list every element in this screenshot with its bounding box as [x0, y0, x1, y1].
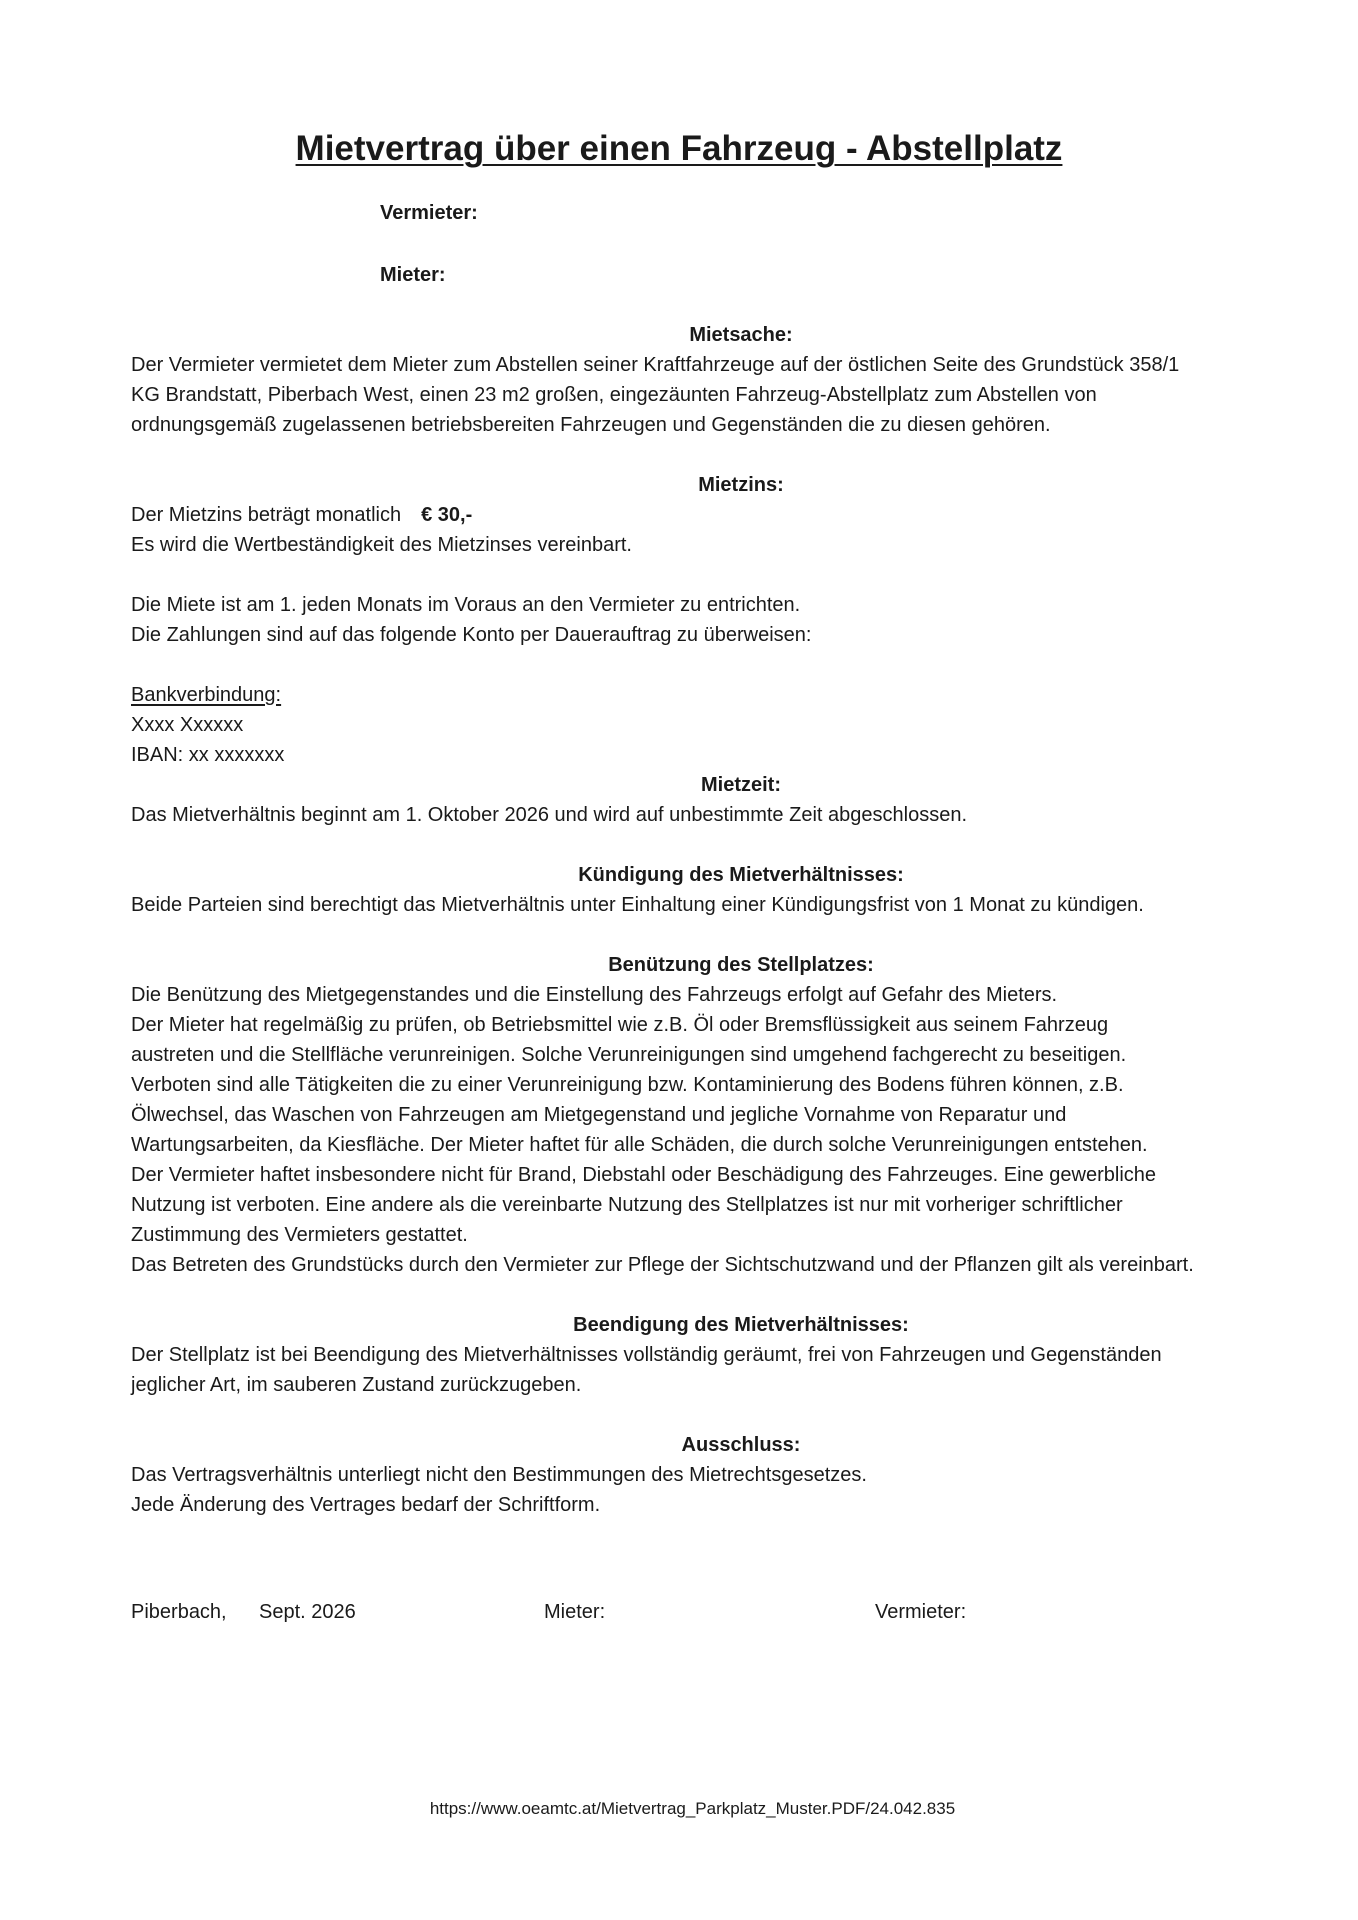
- signature-tenant-label: Mieter:: [544, 1601, 606, 1623]
- benuetzung-line-3: austreten und die Stellfläche verunreinigen. Solche Verunreinigungen sind umgehend fachgerecht zu beseitigen.: [131, 1044, 1127, 1066]
- signature-date: Sept. 2026: [259, 1601, 356, 1623]
- mietzins-line-a1: Es wird die Wertbeständigkeit des Mietzinses vereinbart.: [131, 534, 632, 556]
- benuetzung-line-8: Nutzung ist verboten. Eine andere als die vereinbarte Nutzung des Stellplatzes ist nur mit vorheriger schriftlicher: [131, 1194, 1123, 1216]
- beendigung-line-1: Der Stellplatz ist bei Beendigung des Mietverhältnisses vollständig geräumt, frei von Fahrzeugen und Gegenständen: [131, 1344, 1162, 1366]
- mietsache-line-3: ordnungsgemäß zugelassenen betriebsbereiten Fahrzeugen und Gegenständen die zu diesen gehören.: [131, 414, 1051, 436]
- iban: IBAN: xx xxxxxxx: [131, 744, 285, 766]
- section-benuetzung: [131, 950, 1251, 1280]
- section-mietsache: [131, 320, 1251, 440]
- benuetzung-line-10: Das Betreten des Grundstücks durch den Vermieter zur Pflege der Sichtschutzwand und der Pflanzen gilt als vereinbart.: [131, 1254, 1194, 1276]
- mietsache-line-1: Der Vermieter vermietet dem Mieter zum Abstellen seiner Kraftfahrzeuge auf der östlichen Seite des Grundstück 358/1: [131, 354, 1180, 376]
- beendigung-line-2: jeglicher Art, im sauberen Zustand zurückzugeben.: [131, 1374, 582, 1396]
- section-heading-mietsache: Mietsache:: [689, 324, 793, 346]
- signature-row: [131, 1597, 1251, 1627]
- benuetzung-line-4: Verboten sind alle Tätigkeiten die zu einer Verunreinigung bzw. Kontaminierung des Bodens führen können, z.B.: [131, 1074, 1124, 1096]
- rent-text: Der Mietzins beträgt monatlich: [131, 504, 402, 526]
- section-heading-beendigung: Beendigung des Mietverhältnisses:: [573, 1314, 909, 1336]
- ausschluss-line-1: Das Vertragsverhältnis unterliegt nicht den Bestimmungen des Mietrechtsgesetzes.: [131, 1464, 867, 1486]
- section-heading-benuetzung: Benützung des Stellplatzes:: [608, 954, 874, 976]
- landlord-label: Vermieter:: [380, 202, 478, 224]
- bank-label: Bankverbindung:: [131, 684, 282, 706]
- benuetzung-line-1: Die Benützung des Mietgegenstandes und die Einstellung des Fahrzeugs erfolgt auf Gefahr des Mieters.: [131, 984, 1058, 1006]
- section-heading-mietzeit: Mietzeit:: [701, 774, 781, 796]
- section-mietzins: [131, 470, 1251, 770]
- mietzeit-line-1: Das Mietverhältnis beginnt am 1. Oktober 2026 und wird auf unbestimmte Zeit abgeschlossen.: [131, 804, 967, 826]
- benuetzung-line-9: Zustimmung des Vermieters gestattet.: [131, 1224, 468, 1246]
- bank-name: Xxxx Xxxxxx: [131, 714, 244, 736]
- rent-amount: € 30,-: [421, 504, 473, 526]
- signature-landlord-label: Vermieter:: [875, 1601, 967, 1623]
- footer-url: https://www.oeamtc.at/Mietvertrag_Parkplatz_Muster.PDF/24.042.835: [429, 1799, 956, 1818]
- contract-body: [131, 320, 1251, 1520]
- section-ausschluss: [131, 1430, 1251, 1520]
- section-heading-mietzins: Mietzins:: [698, 474, 784, 496]
- benuetzung-line-7: Der Vermieter haftet insbesondere nicht für Brand, Diebstahl oder Beschädigung des Fahrzeuges. Eine gewerbliche: [131, 1164, 1157, 1186]
- section-kuendigung: [131, 860, 1251, 920]
- mietzins-line-b1: Die Miete ist am 1. jeden Monats im Voraus an den Vermieter zu entrichten.: [131, 594, 801, 616]
- mietsache-line-2: KG Brandstatt, Piberbach West, einen 23 m2 großen, eingezäunten Fahrzeug-Abstellplatz zum Abstellen von: [131, 384, 1097, 406]
- mietzins-line-b2: Die Zahlungen sind auf das folgende Konto per Dauerauftrag zu überweisen:: [131, 624, 812, 646]
- section-mietzeit: [131, 770, 1251, 830]
- section-heading-kuendigung: Kündigung des Mietverhältnisses:: [578, 864, 904, 886]
- tenant-label: Mieter:: [380, 264, 446, 286]
- kuendigung-line-1: Beide Parteien sind berechtigt das Mietverhältnis unter Einhaltung einer Kündigungsfrist von 1 Monat zu kündigen.: [131, 894, 1144, 916]
- document-title: [0, 128, 1358, 170]
- signature-place: Piberbach,: [131, 1601, 227, 1623]
- section-beendigung: [131, 1310, 1251, 1400]
- ausschluss-line-2: Jede Änderung des Vertrages bedarf der Schriftform.: [131, 1494, 601, 1516]
- benuetzung-line-2: Der Mieter hat regelmäßig zu prüfen, ob Betriebsmittel wie z.B. Öl oder Bremsflüssigkeit aus seinem Fahrzeug: [131, 1014, 1109, 1036]
- document-title-text: Mietvertrag über einen Fahrzeug - Abstellplatz: [295, 129, 1063, 168]
- section-heading-ausschluss: Ausschluss:: [681, 1434, 801, 1456]
- benuetzung-line-6: Wartungsarbeiten, da Kiesfläche. Der Mieter haftet für alle Schäden, die durch solche Verunreinigungen entstehen.: [131, 1134, 1148, 1156]
- rent-line: [131, 500, 1251, 530]
- benuetzung-line-5: Ölwechsel, das Waschen von Fahrzeugen am Mietgegenstand und jegliche Vornahme von Reparatur und: [131, 1104, 1067, 1126]
